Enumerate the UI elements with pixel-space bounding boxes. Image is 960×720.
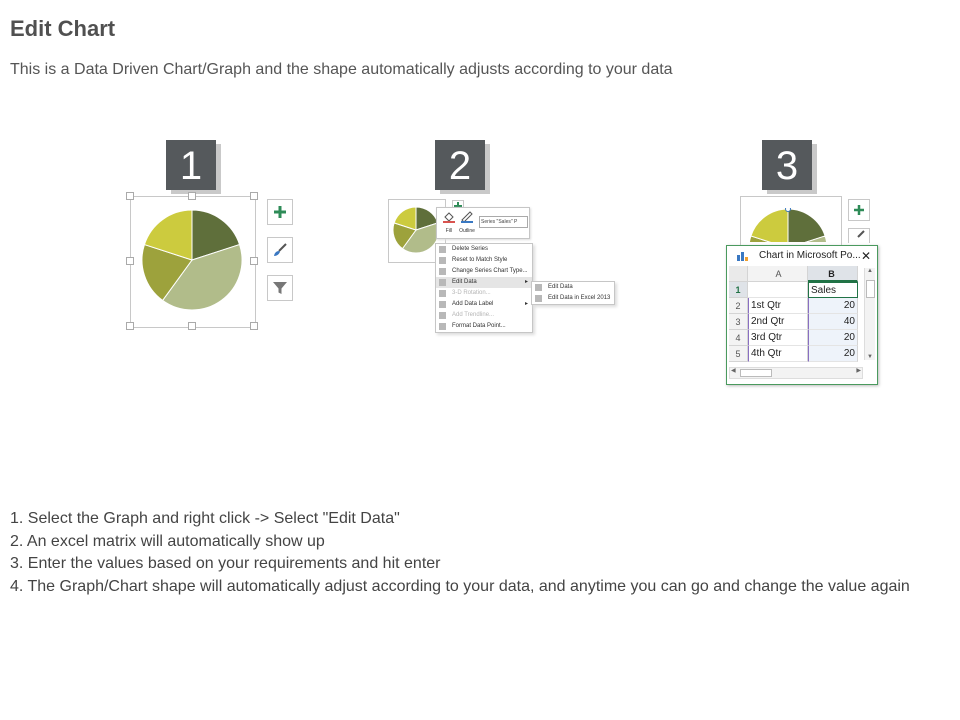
menu-item-icon: [439, 257, 446, 264]
chart-styles-button[interactable]: [848, 228, 870, 243]
filter-icon: [272, 280, 288, 296]
fill-button[interactable]: [441, 210, 457, 234]
cell-b[interactable]: 40: [808, 314, 858, 330]
outline-icon: [461, 211, 473, 223]
spreadsheet-row: [729, 298, 858, 314]
pie-slice-4th-qtr[interactable]: [751, 209, 788, 242]
context-menu-item: [436, 288, 532, 299]
cell-b[interactable]: 20: [808, 298, 858, 314]
plus-icon: [853, 204, 865, 216]
instruction-item: 2. An excel matrix will automatically show up: [10, 532, 325, 550]
menu-item-icon: [535, 295, 542, 302]
column-header-b[interactable]: B: [808, 266, 858, 282]
chart-styles-button[interactable]: [267, 237, 293, 263]
scroll-thumb[interactable]: [740, 369, 772, 377]
chart-icon: [737, 251, 749, 261]
resize-handle[interactable]: [126, 322, 134, 330]
chart-elements-button[interactable]: [267, 199, 293, 225]
submenu-item-label: Edit Data in Excel 2013: [548, 295, 611, 301]
submenu-item[interactable]: [532, 282, 614, 293]
context-menu-item[interactable]: [436, 321, 532, 332]
row-header[interactable]: 3: [729, 314, 748, 330]
row-header[interactable]: 1: [729, 282, 748, 298]
cell-a[interactable]: 1st Qtr: [748, 298, 808, 314]
spreadsheet-row: [729, 314, 858, 330]
cell-a[interactable]: 2nd Qtr: [748, 314, 808, 330]
menu-item-icon: [439, 279, 446, 286]
spreadsheet-grid: [729, 266, 858, 362]
pie-slice-1st-qtr[interactable]: [788, 209, 825, 242]
scroll-right-arrow[interactable]: ▶: [856, 368, 861, 374]
edit-data-submenu: [531, 281, 615, 305]
page-title: Edit Chart: [10, 16, 116, 41]
brush-icon: [853, 230, 865, 242]
resize-handle[interactable]: [250, 192, 258, 200]
column-header-row: [729, 266, 858, 282]
context-menu-item[interactable]: [436, 277, 532, 288]
submenu-arrow-icon: ▸: [524, 279, 528, 285]
select-all-corner[interactable]: [729, 266, 748, 282]
cell-b[interactable]: Sales: [808, 282, 858, 298]
context-menu-item[interactable]: [436, 244, 532, 255]
series-select[interactable]: Series "Sales" P: [479, 216, 528, 228]
menu-item-icon: [439, 312, 446, 319]
menu-item-icon: [439, 246, 446, 253]
menu-item-label: Edit Data: [452, 279, 477, 285]
cell-a[interactable]: 3rd Qtr: [748, 330, 808, 346]
resize-handle[interactable]: [126, 257, 134, 265]
excel-title-bar: [727, 246, 877, 266]
instruction-item: 4. The Graph/Chart shape will automatically adjust according to your data, and anytime you can go and change the value again: [10, 577, 910, 595]
page-subtitle: This is a Data Driven Chart/Graph and the shape automatically adjusts according to your data: [10, 61, 673, 78]
context-menu-item[interactable]: [436, 299, 532, 310]
resize-handle[interactable]: [250, 322, 258, 330]
chart-filters-button[interactable]: [267, 275, 293, 301]
context-menu-item: [436, 310, 532, 321]
menu-item-icon: [439, 290, 446, 297]
menu-item-label: 3-D Rotation...: [452, 290, 491, 296]
menu-item-icon: [439, 323, 446, 330]
format-toolbar: [436, 207, 530, 239]
spreadsheet-row: [729, 282, 858, 298]
scroll-up-arrow[interactable]: ▲: [867, 268, 873, 274]
resize-handle[interactable]: [188, 322, 196, 330]
spreadsheet-row: [729, 346, 858, 362]
brush-icon: [272, 242, 288, 258]
submenu-item[interactable]: [532, 293, 614, 304]
outline-label: Outline: [459, 228, 475, 234]
step-number-2: 2: [435, 140, 485, 190]
horizontal-scrollbar[interactable]: [729, 367, 863, 379]
instruction-item: 1. Select the Graph and right click -> Select "Edit Data": [10, 510, 400, 527]
scroll-down-arrow[interactable]: ▼: [867, 354, 873, 360]
submenu-item-label: Edit Data: [548, 284, 573, 290]
menu-item-label: Delete Series: [452, 246, 489, 252]
resize-handle[interactable]: [188, 192, 196, 200]
step-number-3: 3: [762, 140, 812, 190]
excel-window: [726, 245, 878, 385]
column-header-a[interactable]: A: [748, 266, 808, 282]
resize-handle[interactable]: [126, 192, 134, 200]
instruction-item: 3. Enter the values based on your requirements and hit enter: [10, 555, 441, 572]
menu-item-label: Reset to Match Style: [452, 257, 508, 263]
cell-b[interactable]: 20: [808, 346, 858, 362]
cell-b[interactable]: 20: [808, 330, 858, 346]
fill-icon: [443, 211, 455, 223]
instructions-list: [10, 508, 940, 598]
row-header[interactable]: 4: [729, 330, 748, 346]
close-icon[interactable]: ✕: [860, 249, 871, 263]
context-menu: [435, 243, 533, 333]
resize-handle[interactable]: [250, 257, 258, 265]
context-menu-item[interactable]: [436, 266, 532, 277]
pie-chart-3[interactable]: [748, 208, 828, 242]
menu-item-icon: [535, 284, 542, 291]
plus-icon: [273, 205, 287, 219]
step-number-1: 1: [166, 140, 216, 190]
scroll-left-arrow[interactable]: ◀: [731, 368, 736, 374]
cell-a[interactable]: 4th Qtr: [748, 346, 808, 362]
menu-item-icon: [439, 301, 446, 308]
pie-chart-1[interactable]: [140, 208, 244, 312]
outline-button[interactable]: [458, 210, 476, 234]
cell-a[interactable]: [748, 282, 808, 298]
menu-item-icon: [439, 268, 446, 275]
menu-item-label: Add Trendline...: [452, 312, 495, 318]
menu-item-label: Format Data Point...: [452, 323, 506, 329]
scroll-thumb[interactable]: [866, 280, 875, 298]
chart-elements-button[interactable]: [848, 199, 870, 221]
submenu-arrow-icon: ▸: [524, 301, 528, 307]
row-header[interactable]: 2: [729, 298, 748, 314]
slice-selection-handle[interactable]: [786, 208, 791, 212]
context-menu-item[interactable]: [436, 255, 532, 266]
excel-title: Chart in Microsoft Po...: [759, 250, 861, 261]
vertical-scrollbar[interactable]: [864, 268, 875, 360]
pie-chart-2[interactable]: [391, 205, 441, 255]
fill-label: Fill: [445, 228, 453, 234]
row-header[interactable]: 5: [729, 346, 748, 362]
menu-item-label: Change Series Chart Type...: [452, 268, 528, 274]
spreadsheet-row: [729, 330, 858, 346]
menu-item-label: Add Data Label: [452, 301, 494, 307]
